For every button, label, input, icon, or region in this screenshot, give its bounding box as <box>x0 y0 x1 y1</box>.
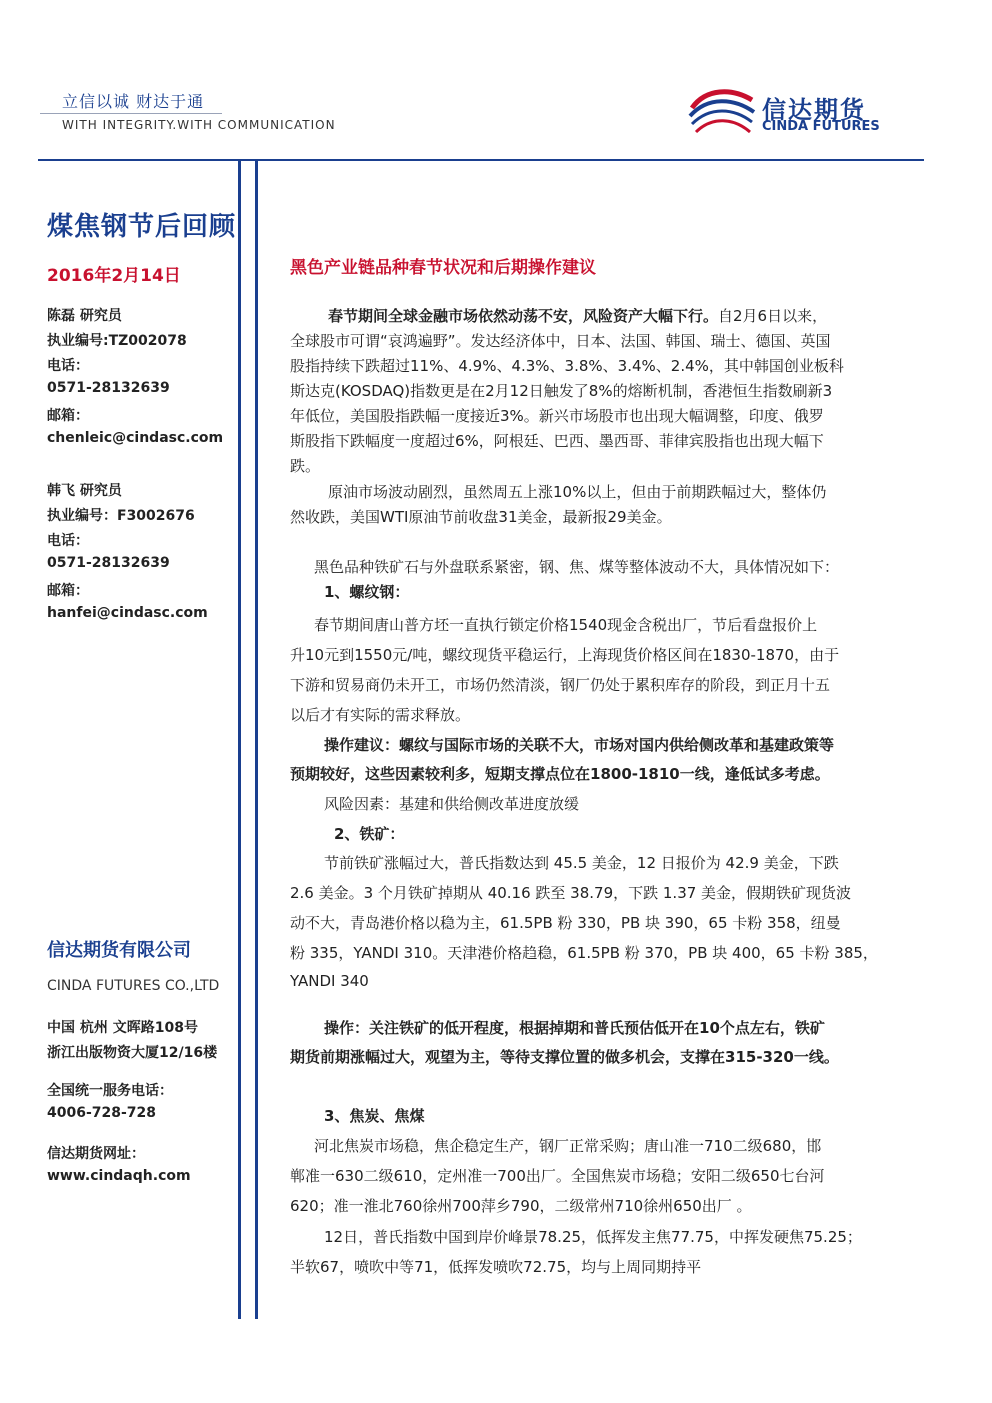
s1-line-1: 升10元到1550元/吨，螺纹现货平稳运行，上海现货价格区间在1830-1870，由于 <box>290 646 840 664</box>
address-line-2: 浙江出版物资大厦12/16楼 <box>47 1045 218 1061</box>
analyst-1-name: 陈磊 研究员 <box>47 308 122 324</box>
analyst-2-phone: 0571-28132639 <box>47 555 170 571</box>
s2-line-1: 2.6 美金。3 个月铁矿掉期从 40.16 跌至 38.79，下跌 1.37 美金，假期铁矿现货波 <box>290 884 852 902</box>
website-label: 信达期货网址： <box>47 1146 145 1162</box>
s2-op-line-0: 操作：关注铁矿的低开程度，根据掉期和普氏预估低开在10个点左右，铁矿 <box>324 1019 825 1037</box>
s2-line-3: 粉 335，YANDI 310。天津港价格趋稳，61.5PB 粉 370，PB 块 400，65 卡粉 385， <box>290 944 878 962</box>
s2-line-4: YANDI 340 <box>290 972 369 990</box>
s3-line-2: 620；准一淮北760徐州700萍乡790，二级常州710徐州650出厂 。 <box>290 1197 752 1215</box>
p1-line-6: 跌。 <box>290 457 321 475</box>
analyst-1-email-label: 邮箱： <box>47 408 89 424</box>
p2-line-0: 原油市场波动剧烈，虽然周五上涨10%以上，但由于前期跌幅过大，整体仍 <box>328 483 827 501</box>
section-2-heading: 2、铁矿： <box>334 825 405 843</box>
analyst-2-name: 韩飞 研究员 <box>47 483 122 499</box>
company-name-english: CINDA FUTURES CO.,LTD <box>47 978 220 994</box>
hotline-number: 4006-728-728 <box>47 1105 157 1121</box>
analyst-1-phone: 0571-28132639 <box>47 380 170 396</box>
section-1-heading: 1、螺纹钢： <box>324 583 410 601</box>
s3-p2-line-1: 半软67，喷吹中等71，低挥发喷吹72.75，均与上周同期持平 <box>290 1258 702 1276</box>
p1-lead: 春节期间全球金融市场依然动荡不安，风险资产大幅下行。 <box>328 307 719 325</box>
analyst-1-email[interactable]: chenleic@cindasc.com <box>47 430 224 446</box>
brand-name-chinese: 信达期货 <box>762 96 866 124</box>
p1-lead-rest: 自2月6日以来， <box>718 307 828 325</box>
motto-chinese: 立信以诚 财达于通 <box>62 92 205 111</box>
s1-op-line-1: 预期较好，这些因素较利多，短期支撑点位在1800-1810一线，逢低试多考虑。 <box>290 765 830 783</box>
p2-line-1: 然收跌，美国WTI原油节前收盘31美金，最新报29美金。 <box>290 508 672 526</box>
hotline-label: 全国统一服务电话： <box>47 1083 173 1099</box>
s3-line-1: 郸准一630二级610，定州准一700出厂。全国焦炭市场稳；安阳二级650七台河 <box>290 1167 825 1185</box>
p1-line-0 <box>328 305 827 326</box>
motto-divider <box>40 113 222 114</box>
s1-line-0: 春节期间唐山普方坯一直执行锁定价格1540现金含税出厂，节后看盘报价上 <box>314 616 818 634</box>
analyst-2-license: 执业编号：F3002676 <box>47 508 195 524</box>
header-rule <box>38 159 924 161</box>
article-title: 黑色产业链品种春节状况和后期操作建议 <box>290 258 596 278</box>
s1-op-line-0: 操作建议：螺纹与国际市场的关联不大，市场对国内供给侧改革和基建政策等 <box>324 736 835 754</box>
p1-line-3: 斯达克(KOSDAQ)指数更是在2月12日触发了8%的熔断机制，香港恒生指数刷新3 <box>290 382 833 400</box>
analyst-2-phone-label: 电话： <box>47 533 89 549</box>
s1-risk: 风险因素：基建和供给侧改革进度放缓 <box>324 795 580 813</box>
analyst-1-license: 执业编号:TZ002078 <box>47 333 187 349</box>
s3-line-0: 河北焦炭市场稳，焦企稳定生产，钢厂正常采购；唐山准一710二级680，邯 <box>314 1137 822 1155</box>
p1-line-1: 全球股市可谓“哀鸿遍野”。发达经济体中，日本、法国、韩国、瑞士、德国、英国 <box>290 332 831 350</box>
s2-line-0: 节前铁矿涨幅过大，普氏指数达到 45.5 美金，12 日报价为 42.9 美金，下跌 <box>324 854 839 872</box>
cinda-logo-icon <box>688 86 758 138</box>
p1-line-5: 斯股指下跌幅度一度超过6%，阿根廷、巴西、墨西哥、菲律宾股指也出现大幅下 <box>290 432 824 450</box>
report-date: 2016年2月14日 <box>47 266 181 286</box>
address-line-1: 中国 杭州 文晖路108号 <box>47 1020 198 1036</box>
s2-op-line-1: 期货前期涨幅过大，观望为主，等待支撑位置的做多机会，支撑在315-320一线。 <box>290 1048 839 1066</box>
s3-p2-line-0: 12日，普氏指数中国到岸价峰景78.25，低挥发主焦77.75，中挥发硬焦75.25； <box>324 1228 862 1246</box>
website-link[interactable]: www.cindaqh.com <box>47 1168 191 1184</box>
p3: 黑色品种铁矿石与外盘联系紧密，钢、焦、煤等整体波动不大，具体情况如下： <box>314 558 840 576</box>
column-divider-left <box>238 159 241 1319</box>
s1-line-3: 以后才有实际的需求释放。 <box>290 706 471 724</box>
analyst-2-email[interactable]: hanfei@cindasc.com <box>47 605 208 621</box>
p1-line-4: 年低位，美国股指跌幅一度接近3%。新兴市场股市也出现大幅调整，印度、俄罗 <box>290 407 824 425</box>
s2-line-2: 动不大，青岛港价格以稳为主，61.5PB 粉 330，PB 块 390，65 卡粉 358，纽曼 <box>290 914 841 932</box>
section-3-heading: 3、焦炭、焦煤 <box>324 1107 425 1125</box>
motto-english: WITH INTEGRITY.WITH COMMUNICATION <box>62 118 336 132</box>
report-title: 煤焦钢节后回顾 <box>47 212 237 242</box>
company-name-chinese: 信达期货有限公司 <box>47 940 191 961</box>
analyst-2-email-label: 邮箱： <box>47 583 89 599</box>
brand-name-english: CINDA FUTURES <box>762 119 880 134</box>
s1-line-2: 下游和贸易商仍未开工，市场仍然清淡，钢厂仍处于累积库存的阶段，到正月十五 <box>290 676 831 694</box>
column-divider-right <box>255 159 258 1319</box>
analyst-1-phone-label: 电话： <box>47 358 89 374</box>
p1-line-2: 股指持续下跌超过11%、4.9%、4.3%、3.8%、3.4%、2.4%，其中韩国创业板科 <box>290 357 844 375</box>
